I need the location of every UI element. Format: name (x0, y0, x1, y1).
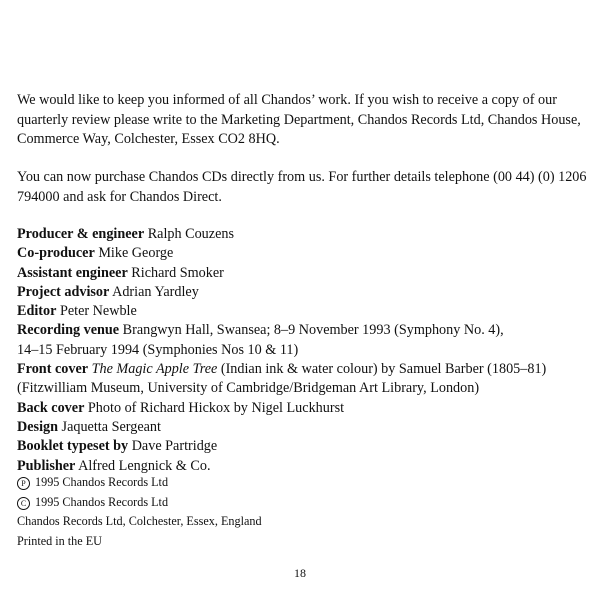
credit-label: Booklet typeset by (17, 438, 129, 455)
credit-value: Dave Partridge (131, 438, 218, 455)
credit-recording-venue-cont (17, 341, 592, 360)
credit-label: Producer & engineer (17, 226, 145, 242)
credit-value: (Indian ink & water colour) by Samuel Barber (1805–81) (220, 361, 547, 378)
credit-front-cover (17, 360, 592, 379)
credit-value: Photo of Richard Hickox by Nigel Luckhurst (87, 399, 345, 416)
page-number: 18 (294, 566, 306, 580)
artwork-title: The Magic Apple Tree (91, 361, 218, 378)
marketing-paragraph: We would like to keep you informed of all Chandos’ work. If you wish to receive a copy of our quarterly review please write to the Marketing Department, Chandos Records Ltd, Chandos House, Commerce Way, Colchester, Essex CO2 8HQ. (17, 92, 581, 147)
printed-line: Printed in the EU (17, 533, 102, 548)
credit-value: Mike George (98, 245, 174, 262)
credit-label: Co-producer (17, 245, 95, 262)
credit-value: Richard Smoker (131, 264, 224, 281)
credit-label: Front cover (17, 361, 89, 378)
phonogram-text: 1995 Chandos Records Ltd (35, 475, 169, 489)
credit-booklet-typeset (17, 437, 592, 456)
credit-front-cover-cont (17, 379, 592, 398)
credit-recording-venue (17, 321, 592, 340)
credit-value: Peter Newble (59, 303, 137, 320)
credit-value: 14–15 February 1994 (Symphonies Nos 10 & 11) (17, 341, 299, 358)
credit-value: Adrian Yardley (112, 283, 199, 300)
credit-assistant-engineer (17, 264, 592, 283)
credit-value: Alfred Lengnick & Co. (78, 457, 211, 474)
credit-back-cover (17, 399, 592, 418)
credit-producer (17, 225, 592, 244)
credit-label: Project advisor (17, 283, 110, 300)
copyright-line (17, 493, 517, 513)
phonogram-line (17, 473, 517, 493)
credit-co-producer (17, 244, 592, 263)
copyright-text: 1995 Chandos Records Ltd (35, 494, 169, 509)
credit-value: Jaquetta Sergeant (61, 418, 161, 435)
legal-notices (17, 473, 517, 551)
credit-editor (17, 302, 592, 321)
credits-list (17, 225, 592, 476)
chandos-direct-paragraph: You can now purchase Chandos CDs directly from us. For further details telephone (00 44) (0) 1206 794000 and ask for Chandos Direct. (17, 169, 587, 205)
phonogram-icon: P (17, 477, 30, 490)
credit-value: Brangwyn Hall, Swansea; 8–9 November 1993 (Symphony No. 4), (122, 322, 504, 339)
address-line: Chandos Records Ltd, Colchester, Essex, England (17, 514, 262, 528)
credit-value: Ralph Couzens (147, 226, 234, 242)
credit-label: Recording venue (17, 322, 120, 339)
credit-label: Design (17, 418, 58, 435)
credit-project-advisor (17, 283, 592, 302)
copyright-icon: C (17, 497, 30, 510)
credit-label: Editor (17, 303, 57, 320)
credit-label: Back cover (17, 399, 85, 416)
credit-label: Assistant engineer (17, 264, 128, 281)
credit-design (17, 418, 592, 437)
credit-label: Publisher (17, 457, 76, 474)
credit-value: (Fitzwilliam Museum, University of Cambridge/Bridgeman Art Library, London) (17, 380, 480, 397)
